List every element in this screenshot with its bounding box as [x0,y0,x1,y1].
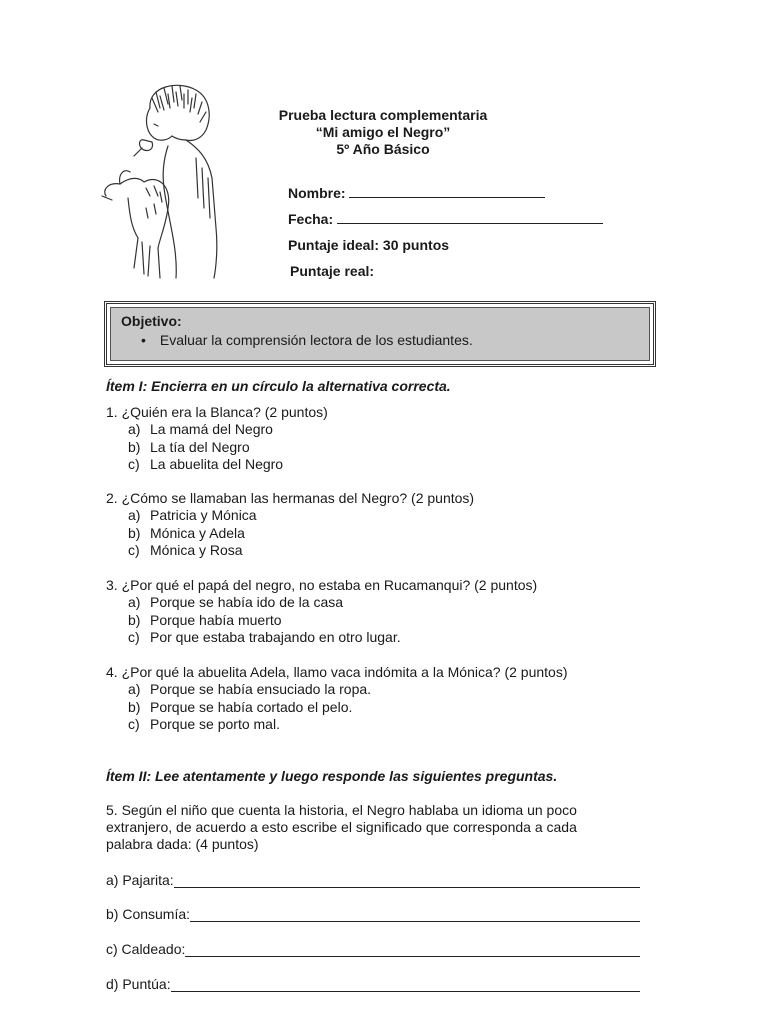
answer-label: b) Consumía: [106,906,191,922]
nombre-line [349,185,545,198]
option-b[interactable]: b) Porque se había cortado el pelo. [128,698,353,715]
option-b[interactable]: b) La tía del Negro [128,438,250,455]
item1-title: Ítem I: Encierra en un círculo la alternativa correcta. [106,378,451,394]
answer-line [190,907,640,922]
question-5-line: 5. Según el niño que cuenta la historia, el Negro hablaba un idioma un poco [106,802,577,818]
grade-level: 5º Año Básico [336,141,430,157]
book-title: “Mi amigo el Negro” [315,124,451,140]
answer-label: d) Puntúa: [106,976,171,992]
option-c[interactable]: c) Porque se porto mal. [128,716,280,732]
option-c[interactable]: c) La abuelita del Negro [128,456,284,472]
question-text: 3. ¿Por qué el papá del negro, no estaba en Rucamanqui? (2 puntos) [106,577,538,593]
fecha-label: Fecha: [288,211,334,227]
option-a[interactable]: a) Patricia y Mónica [128,507,257,523]
question-5 [106,802,706,853]
question-3 [106,577,706,647]
question-5-line: palabra dada: (4 puntos) [106,836,259,852]
question-2 [106,490,706,560]
fecha-line [337,211,603,224]
bullet-icon: • [141,332,146,348]
objective-box [104,301,656,367]
answer-line [185,942,640,957]
question-1 [106,404,706,474]
option-a[interactable]: a) Porque se había ido de la casa [128,594,344,610]
answer-line [174,873,640,888]
option-c[interactable]: c) Mónica y Rosa [128,542,243,558]
question-text: 4. ¿Por qué la abuelita Adela, llamo vaca indómita a la Mónica? (2 puntos) [106,664,568,680]
answer-line [171,977,640,992]
answer-label: c) Caldeado: [106,941,186,957]
question-text: 2. ¿Cómo se llamaban las hermanas del Negro? (2 puntos) [106,490,475,506]
puntaje-ideal: Puntaje ideal: 30 puntos [288,237,450,253]
option-a[interactable]: a) Porque se había ensuciado la ropa. [128,681,372,697]
fecha-field[interactable] [288,211,603,227]
test-header [248,107,518,158]
nombre-field[interactable] [288,185,545,201]
puntaje-real: Puntaje real: [290,263,375,279]
option-a[interactable]: a) La mamá del Negro [128,421,273,437]
question-4 [106,664,726,734]
nombre-label: Nombre: [288,185,346,201]
question-text: 1. ¿Quién era la Blanca? (2 puntos) [106,404,328,420]
objective-text: Evaluar la comprensión lectora de los estudiantes. [159,332,473,348]
objective-label: Objetivo: [121,313,182,329]
answer-caldeado[interactable] [106,941,640,957]
answer-consumia[interactable] [106,906,640,922]
boy-with-lamb-illustration [98,78,232,283]
option-b[interactable]: b) Porque había muerto [128,611,282,628]
test-title: Prueba lectura complementaria [278,107,488,123]
item2-title: Ítem II: Lee atentamente y luego responde las siguientes preguntas. [106,768,558,784]
answer-label: a) Pajarita: [106,872,174,888]
question-5-line: extranjero, de acuerdo a esto escribe el significado que corresponda a cada [106,819,577,835]
answer-pajarita[interactable] [106,872,640,888]
objective-item [121,332,639,348]
answer-puntua[interactable] [106,976,640,992]
option-b[interactable]: b) Mónica y Adela [128,524,245,541]
option-c[interactable]: c) Por que estaba trabajando en otro lugar. [128,629,401,645]
